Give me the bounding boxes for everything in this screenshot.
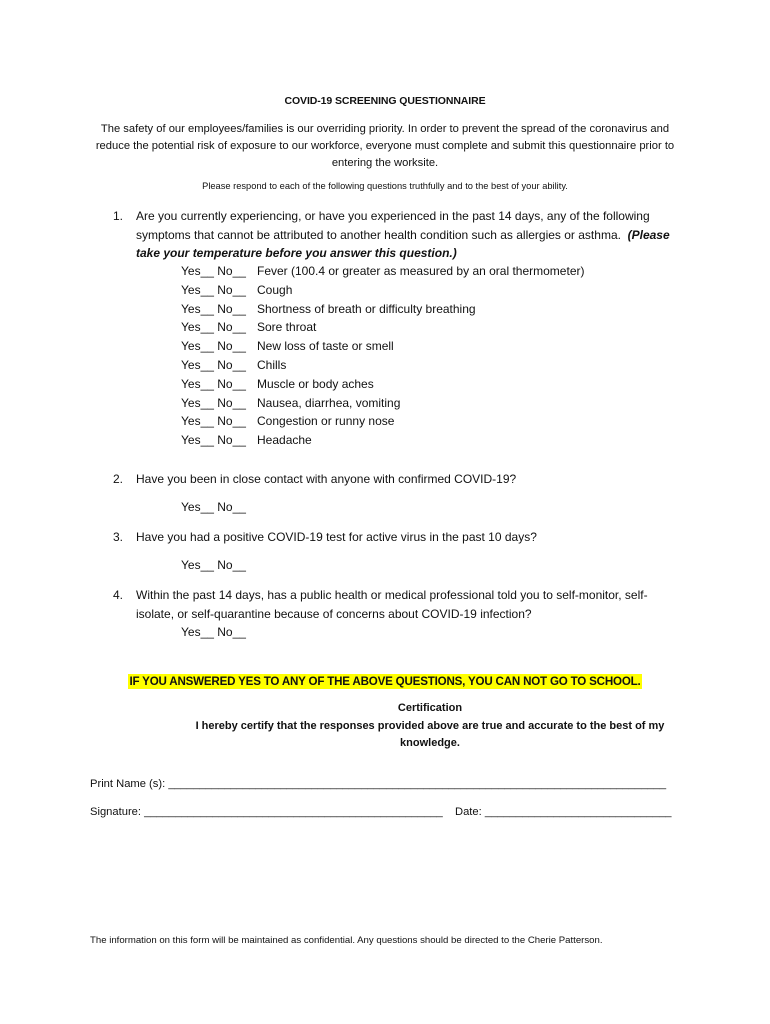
question-1-body: Are you currently experiencing, or have you experienced in the past 14 days, any of the following symptoms that cannot be attributed to another health condition such as allergies or asthma. bbox=[136, 209, 650, 242]
instructions: Please respond to each of the following questions truthfully and to the best of your ability. bbox=[202, 181, 568, 191]
question-4-text: Within the past 14 days, has a public health or medical professional told you to self-monitor, self-isolate, or self-quarantine because of concerns about COVID-19 infection? bbox=[136, 588, 648, 621]
question-1-text bbox=[136, 207, 676, 263]
warning-text: IF YOU ANSWERED YES TO ANY OF THE ABOVE QUESTIONS, YOU CAN NOT GO TO SCHOOL. bbox=[129, 675, 641, 688]
symptom-label: Chills bbox=[257, 358, 287, 372]
print-name-field[interactable]: Print Name (s): ________________________________________________________________________________ bbox=[90, 778, 667, 790]
symptom-yes-no[interactable]: Yes__ No__ bbox=[181, 264, 246, 278]
symptom-label: Sore throat bbox=[257, 320, 317, 335]
question-1-emphasis: (Please take your temperature before you answer this question.) bbox=[136, 227, 670, 260]
symptom-yes-no[interactable]: Yes__ No__ bbox=[181, 395, 246, 410]
question-4-number: 4. bbox=[113, 588, 124, 602]
symptom-yes-no[interactable]: Yes__ No__ bbox=[181, 282, 246, 297]
symptom-yes-no[interactable]: Yes__ No__ bbox=[181, 433, 246, 448]
signature-field[interactable]: Signature: ________________________________________________ bbox=[90, 806, 443, 818]
page-title: COVID-19 SCREENING QUESTIONNAIRE bbox=[284, 95, 486, 107]
question-3-number: 3. bbox=[113, 530, 124, 544]
symptom-label: Shortness of breath or difficulty breathing bbox=[257, 301, 476, 316]
question-3-yes-no[interactable]: Yes__ No__ bbox=[181, 558, 246, 572]
intro-paragraph: The safety of our employees/families is our overriding priority. In order to prevent the spread of the coronavirus and reduce the potential risk of exposure to our workforce, everyone must complete and submit this questionnaire prior to entering the worksite. bbox=[95, 123, 675, 169]
symptom-yes-no[interactable]: Yes__ No__ bbox=[181, 320, 246, 335]
warning-banner bbox=[0, 672, 770, 690]
question-1-number: 1. bbox=[113, 209, 124, 223]
symptom-label: Nausea, diarrhea, vomiting bbox=[257, 395, 401, 410]
symptom-yes-no[interactable]: Yes__ No__ bbox=[181, 301, 246, 316]
symptom-yes-no[interactable]: Yes__ No__ bbox=[181, 339, 246, 354]
question-2-text: Have you been in close contact with anyone with confirmed COVID-19? bbox=[136, 472, 517, 486]
symptom-label: Cough bbox=[257, 282, 293, 297]
certification-body: I hereby certify that the responses provided above are true and accurate to the best of my knowledge. bbox=[195, 720, 665, 749]
symptom-label: Fever (100.4 or greater as measured by an oral thermometer) bbox=[257, 264, 585, 278]
date-field[interactable]: Date: ______________________________ bbox=[455, 806, 672, 818]
question-3-text: Have you had a positive COVID-19 test for active virus in the past 10 days? bbox=[136, 530, 537, 544]
question-4-yes-no[interactable]: Yes__ No__ bbox=[181, 625, 246, 639]
certification-title: Certification bbox=[397, 702, 463, 714]
question-2-number: 2. bbox=[113, 472, 124, 486]
question-2-yes-no[interactable]: Yes__ No__ bbox=[181, 500, 246, 514]
symptom-label: Headache bbox=[257, 433, 312, 448]
symptom-yes-no[interactable]: Yes__ No__ bbox=[181, 414, 246, 429]
symptom-yes-no[interactable]: Yes__ No__ bbox=[181, 358, 246, 372]
symptom-label: Muscle or body aches bbox=[257, 376, 374, 391]
symptom-label: New loss of taste or smell bbox=[257, 339, 394, 354]
footer-note: The information on this form will be maintained as confidential. Any questions should be directed to the Cherie Patterson. bbox=[90, 935, 603, 946]
symptom-label: Congestion or runny nose bbox=[257, 414, 395, 429]
symptom-yes-no[interactable]: Yes__ No__ bbox=[181, 376, 246, 391]
